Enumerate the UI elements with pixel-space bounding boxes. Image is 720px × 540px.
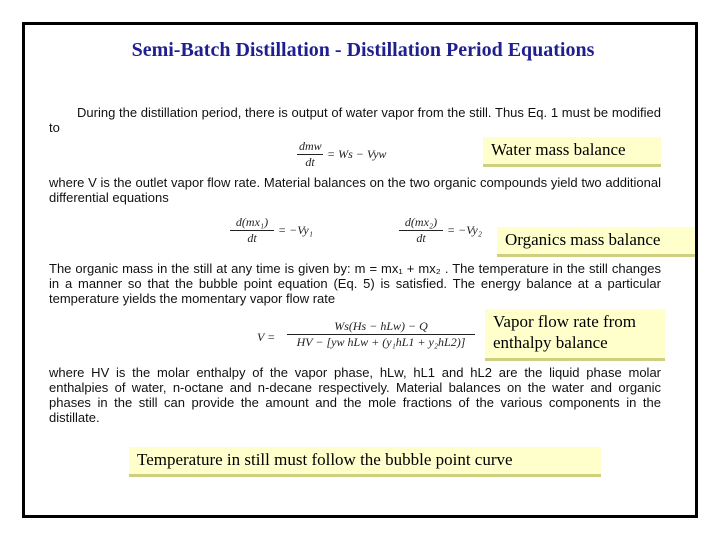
eq2-numerator: d(mx₁) [230, 215, 274, 231]
callout-water-mass-balance: Water mass balance [483, 137, 661, 167]
eq4-lhs: V = [257, 330, 276, 344]
eq2-denominator: dt [247, 231, 257, 245]
callout-vapor-flow-rate: Vapor flow rate from enthalpy balance [485, 309, 665, 361]
eq1-denominator: dt [305, 155, 315, 169]
paragraph-intro: During the distillation period, there is output of water vapor from the still. Thus Eq. 1 must be modified to [49, 105, 661, 135]
equation-organic-1 [230, 215, 350, 249]
equation-vapor-flow [257, 319, 477, 359]
paragraph-vapor-definition: where V is the outlet vapor flow rate. Material balances on the two organic compounds yield two additional differential equations [49, 175, 661, 205]
paragraph-organic-mass: The organic mass in the still at any time is given by: m = mx₁ + mx₂ . The temperature in the still changes in a manner so that the bubble point equation (Eq. 5) is satisfied. The energy balance at a particular temperature yields the momentary vapor flow rate [49, 261, 661, 306]
eq3-numerator: d(mx₂) [399, 215, 443, 231]
equation-water-balance [297, 139, 427, 171]
slide-frame [22, 22, 698, 518]
eq1-rhs: = Ws − Vyw [327, 147, 387, 161]
eq4-numerator: Ws(Hs − hLw) − Q [287, 319, 475, 335]
callout-bubble-point-curve: Temperature in still must follow the bubble point curve [129, 447, 601, 477]
paragraph-enthalpy-definitions: where HV is the molar enthalpy of the vapor phase, hLw, hL1 and hL2 are the liquid phase molar enthalpies of water, n-octane and n-decane respectively. Material balances on the water and organic phases in the still can provide the amount and the mole fractions of the various components in the distillate. [49, 365, 661, 425]
eq3-denominator: dt [416, 231, 426, 245]
eq3-rhs: = −Vy₂ [447, 223, 482, 237]
slide-title: Semi-Batch Distillation - Distillation Period Equations [131, 39, 595, 61]
eq1-numerator: dmw [299, 139, 322, 153]
callout-organics-mass-balance: Organics mass balance [497, 227, 695, 257]
eq4-denominator: HV − [yw hLw + (y₁hL1 + y₂hL2)] [296, 335, 466, 349]
eq2-rhs: = −Vy₁ [278, 223, 313, 237]
